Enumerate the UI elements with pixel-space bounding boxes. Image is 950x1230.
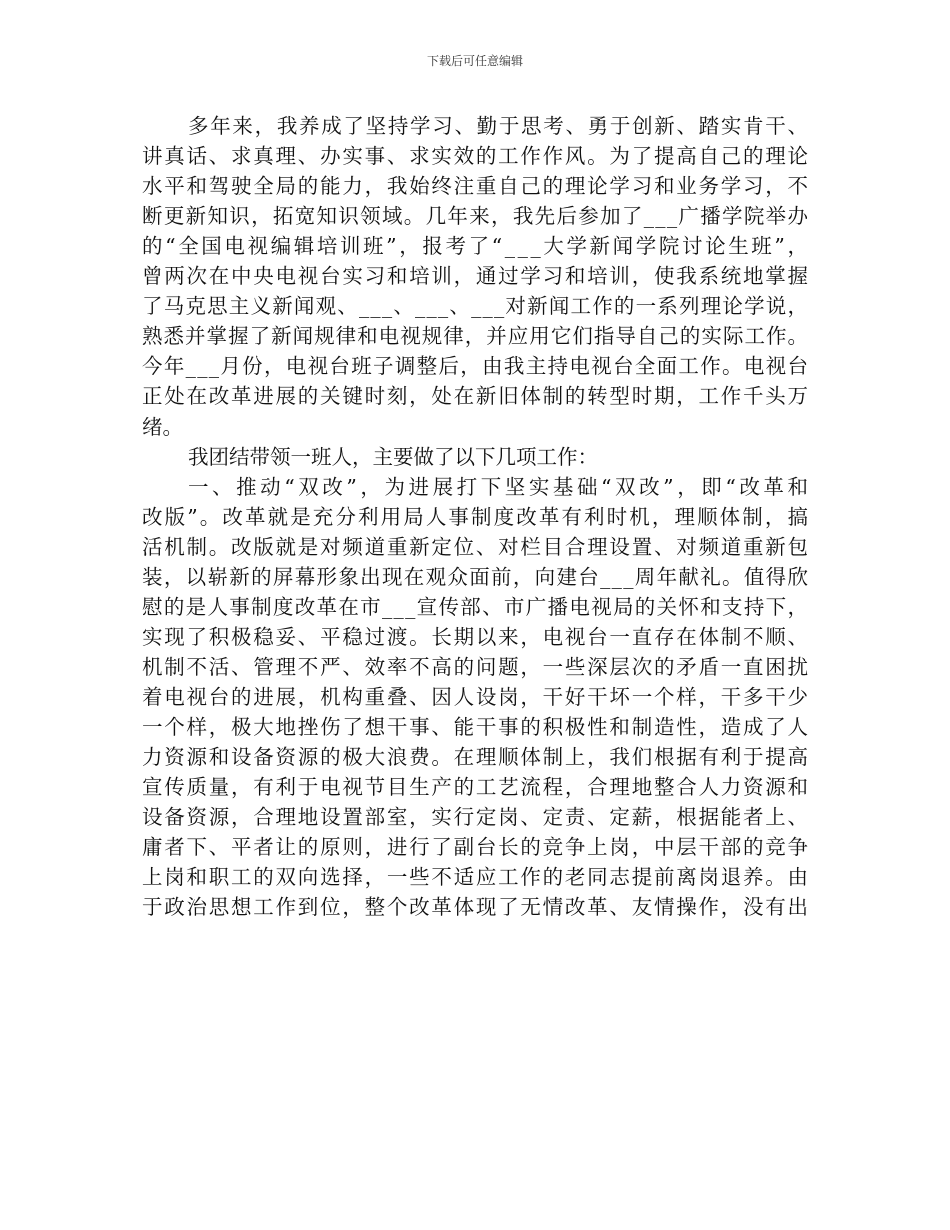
- text-line: 了马克思主义新闻观、___、___、___对新闻工作的一系列理论学说，: [142, 294, 810, 319]
- page-header: 下载后可任意编辑: [426, 54, 523, 68]
- text-line: 慰的是人事制度改革在市___宣传部、市广播电视局的关怀和支持下，: [142, 594, 810, 619]
- text-line: 今年___月份，电视台班子调整后，由我主持电视台全面工作。电视台: [142, 354, 810, 379]
- text-line: 活机制。改版就是对频道重新定位、对栏目合理设置、对频道重新包: [142, 534, 810, 559]
- text-line: 着电视台的进展，机构重叠、因人设岗，干好干坏一个样，干多干少: [142, 684, 810, 709]
- text-line: 绪。: [142, 414, 183, 439]
- text-line: 曾两次在中央电视台实习和培训，通过学习和培训，使我系统地掌握: [142, 264, 810, 289]
- text-line: 的“全国电视编辑培训班”，报考了“___大学新闻学院讨论生班”，: [142, 234, 811, 259]
- text-line: 改版”。改革就是充分利用局人事制度改革有利时机，理顺体制，搞: [142, 504, 811, 529]
- text-line: 力资源和设备资源的极大浪费。在理顺体制上，我们根据有利于提高: [142, 745, 810, 770]
- text-line: 设备资源，合理地设置部室，实行定岗、定责、定薪，根据能者上、: [142, 805, 810, 830]
- text-line: 机制不活、管理不严、效率不高的问题，一些深层次的矛盾一直困扰: [142, 654, 810, 679]
- text-line: 我团结带领一班人，主要做了以下几项工作：: [188, 444, 598, 469]
- text-line: 正处在改革进展的关键时刻，处在新旧体制的转型时期，工作千头万: [142, 384, 810, 409]
- text-line: 庸者下、平者让的原则，进行了副台长的竞争上岗，中层干部的竞争: [142, 835, 810, 860]
- text-line: 熟悉并掌握了新闻规律和电视规律，并应用它们指导自己的实际工作。: [142, 324, 810, 349]
- text-line: 上岗和职工的双向选择，一些不适应工作的老同志提前离岗退养。由: [142, 865, 810, 890]
- text-line: 一、推动“双改”，为进展打下坚实基础“双改”，即“改革和: [188, 474, 812, 499]
- text-line: 装，以崭新的屏幕形象出现在观众面前，向建台___周年献礼。值得欣: [142, 564, 810, 589]
- text-line: 讲真话、求真理、办实事、求实效的工作作风。为了提高自己的理论: [142, 144, 810, 169]
- text-line: 断更新知识，拓宽知识领域。几年来，我先后参加了___广播学院举办: [142, 204, 810, 229]
- text-line: 一个样，极大地挫伤了想干事、能干事的积极性和制造性，造成了人: [142, 715, 810, 739]
- text-line: 多年来，我养成了坚持学习、勤于思考、勇于创新、踏实肯干、: [188, 114, 810, 138]
- text-line: 宣传质量，有利于电视节目生产的工艺流程，合理地整合人力资源和: [142, 775, 810, 800]
- text-line: 实现了积极稳妥、平稳过渡。长期以来，电视台一直存在体制不顺、: [142, 624, 810, 649]
- text-line: 于政治思想工作到位，整个改革体现了无情改革、友情操作，没有出: [142, 895, 810, 920]
- text-line: 水平和驾驶全局的能力，我始终注重自己的理论学习和业务学习，不: [142, 174, 810, 199]
